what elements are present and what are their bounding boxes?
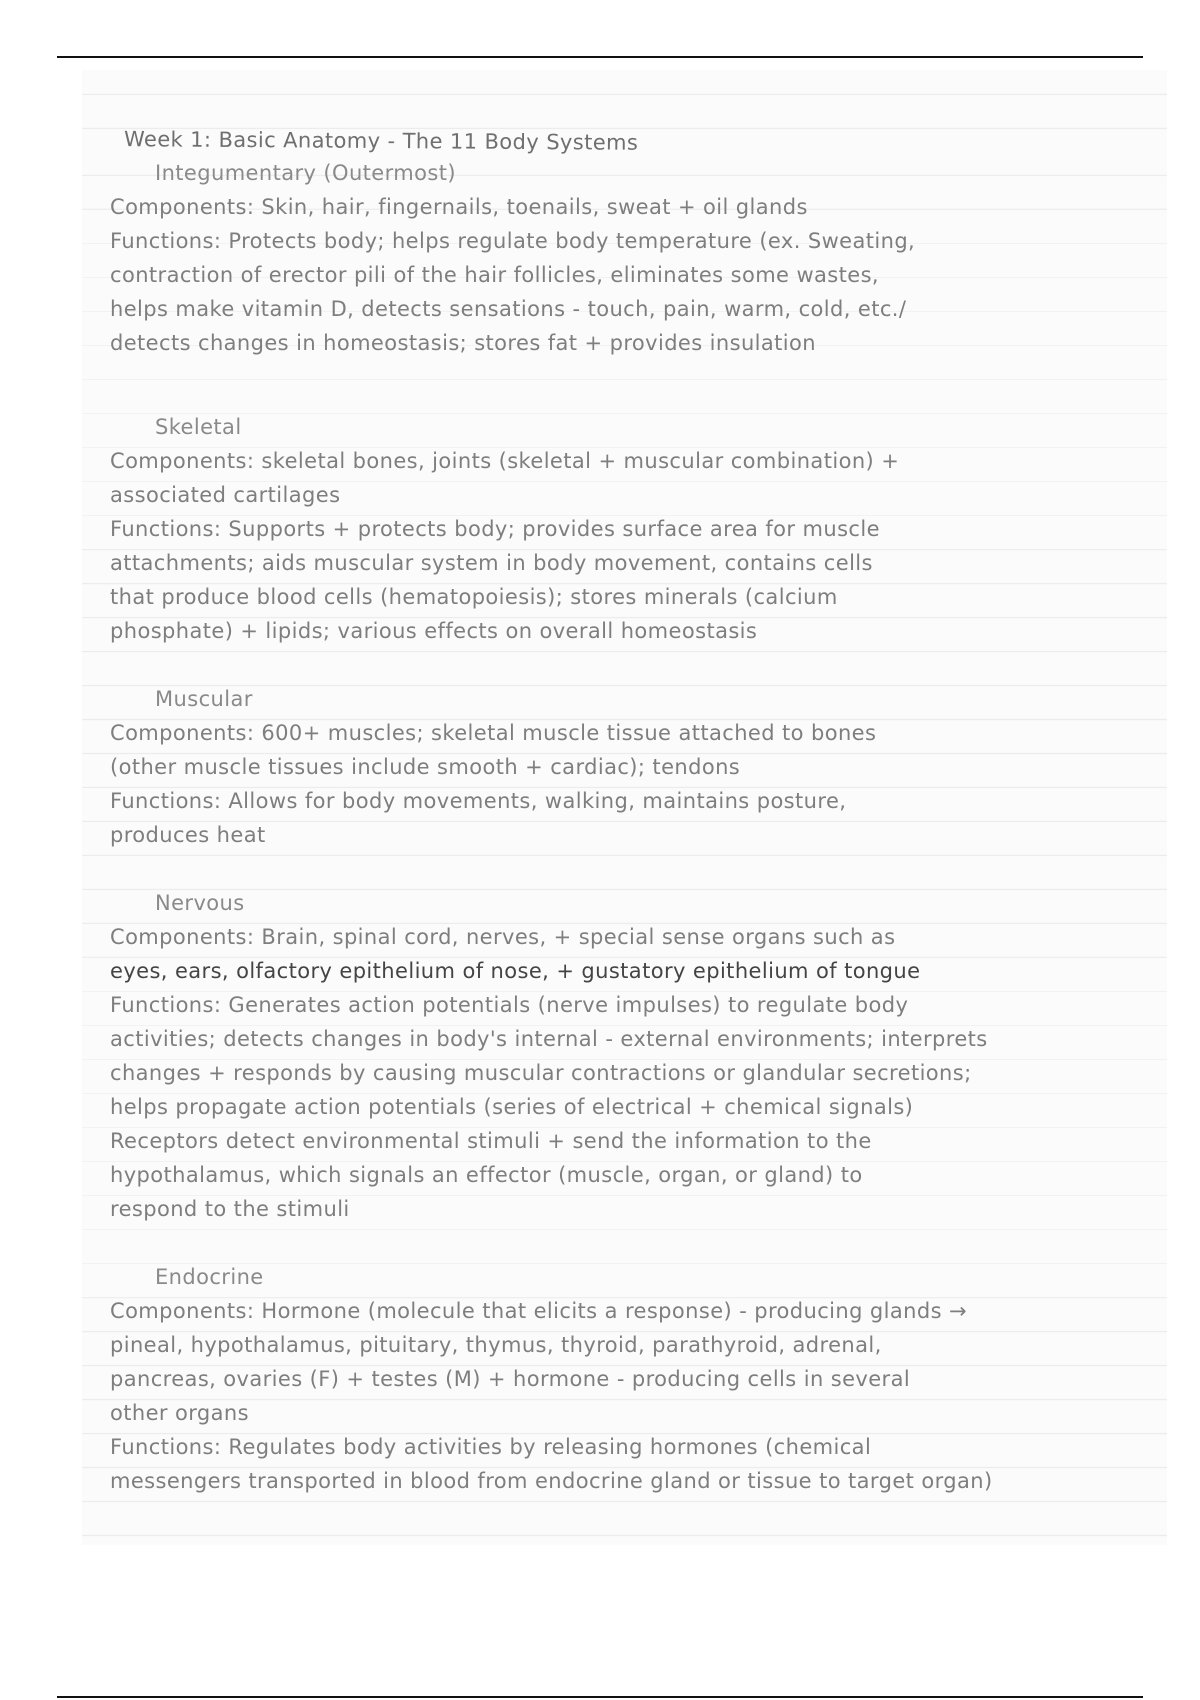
section-skeletal: [100, 410, 1140, 648]
note-line: Functions: Protects body; helps regulate body temperature (ex. Sweating,: [110, 229, 916, 253]
note-line: changes + responds by causing muscular contractions or glandular secretions;: [110, 1061, 972, 1085]
note-line: pancreas, ovaries (F) + testes (M) + hormone - producing cells in several: [110, 1367, 911, 1391]
note-line: helps make vitamin D, detects sensations - touch, pain, warm, cold, etc./: [110, 297, 907, 321]
top-page-rule: [57, 56, 1143, 58]
note-line: Receptors detect environmental stimuli + send the information to the: [110, 1129, 872, 1153]
section-heading: Skeletal: [155, 415, 242, 439]
note-line: Functions: Generates action potentials (nerve impulses) to regulate body: [110, 993, 909, 1017]
note-line: hypothalamus, which signals an effector (muscle, organ, or gland) to: [110, 1163, 863, 1187]
note-line: produces heat: [110, 823, 266, 847]
note-line: Functions: Supports + protects body; provides surface area for muscle: [110, 517, 880, 541]
note-line: Components: Brain, spinal cord, nerves, + special sense organs such as: [110, 925, 896, 949]
note-line: messengers transported in blood from endocrine gland or tissue to target organ): [110, 1469, 993, 1493]
note-line: respond to the stimuli: [110, 1197, 350, 1221]
note-line: other organs: [110, 1401, 249, 1425]
note-line: that produce blood cells (hematopoiesis); stores minerals (calcium: [110, 585, 838, 609]
handwritten-notes: [100, 122, 1140, 1498]
note-line: activities; detects changes in body's internal - external environments; interprets: [110, 1027, 988, 1051]
note-line: attachments; aids muscular system in body movement, contains cells: [110, 551, 873, 575]
section-heading: Integumentary (Outermost): [155, 161, 456, 185]
section-muscular: [100, 682, 1140, 852]
section-heading: Endocrine: [155, 1265, 264, 1289]
section-endocrine: [100, 1260, 1140, 1498]
bottom-page-rule: [57, 1696, 1143, 1698]
note-line: associated cartilages: [110, 483, 341, 507]
note-line: Components: Skin, hair, fingernails, toenails, sweat + oil glands: [110, 195, 808, 219]
note-line: (other muscle tissues include smooth + cardiac); tendons: [110, 755, 741, 779]
note-line: contraction of erector pili of the hair follicles, eliminates some wastes,: [110, 263, 879, 287]
page-title: Week 1: Basic Anatomy - The 11 Body Systems: [123, 127, 639, 155]
section-heading: Muscular: [155, 687, 253, 711]
note-line: Components: Hormone (molecule that elicits a response) - producing glands →: [110, 1299, 968, 1323]
section-nervous: [100, 886, 1140, 1226]
section-heading: Nervous: [155, 891, 245, 915]
note-line: phosphate) + lipids; various effects on overall homeostasis: [110, 619, 758, 643]
note-line: helps propagate action potentials (series of electrical + chemical signals): [110, 1095, 914, 1119]
note-line: pineal, hypothalamus, pituitary, thymus, thyroid, parathyroid, adrenal,: [110, 1333, 882, 1357]
note-line: Components: 600+ muscles; skeletal muscle tissue attached to bones: [110, 721, 877, 745]
section-integumentary: [100, 156, 1140, 360]
note-line: Functions: Regulates body activities by releasing hormones (chemical: [110, 1435, 872, 1459]
note-line: eyes, ears, olfactory epithelium of nose, + gustatory epithelium of tongue: [110, 959, 921, 983]
note-line: Functions: Allows for body movements, walking, maintains posture,: [110, 789, 847, 813]
note-line: detects changes in homeostasis; stores fat + provides insulation: [110, 331, 816, 355]
note-line: Components: skeletal bones, joints (skeletal + muscular combination) +: [110, 449, 900, 473]
